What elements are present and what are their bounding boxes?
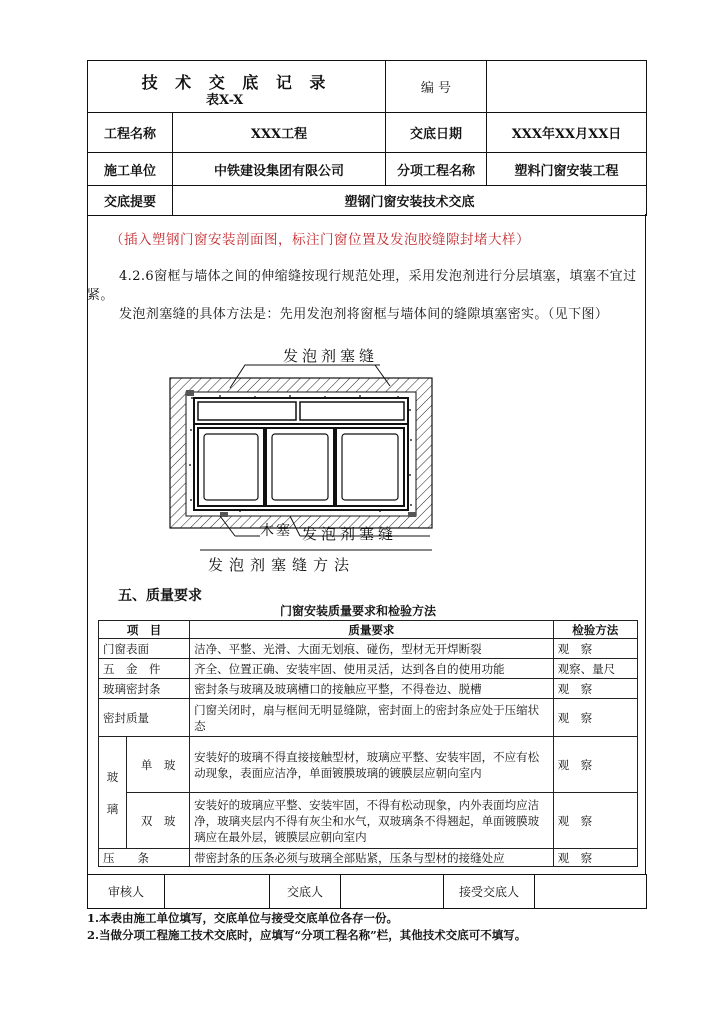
- footnote-2: 2.当做分项工程施工技术交底时，应填写“分项工程名称”栏，其他技术交底可不填写。: [87, 928, 527, 942]
- row-req: 安装好的玻璃不得直接接触型材，玻璃应平整、安装牢固，不应有松动现象，表面应洁净，单面镀膜玻璃的镀膜层应朝向室内: [190, 737, 553, 793]
- row-method: 观 察: [553, 679, 637, 699]
- reviewer-label: 审核人: [88, 875, 165, 909]
- row-method: 观察、量尺: [553, 659, 637, 679]
- foam-sealing-diagram: [160, 340, 460, 580]
- subproject-label: 分项工程名称: [386, 153, 487, 186]
- table-row: [99, 737, 638, 793]
- row-method: 观 察: [553, 849, 637, 867]
- row-req: 安装好的玻璃应平整、安装牢固，不得有松动现象，内外表面均应洁净，玻璃夹层内不得有灰尘和水气，双玻璃条不得翘起，单面镀膜玻璃应在最外层，镀膜层应朝向室内: [190, 793, 553, 849]
- signoff-table: [87, 874, 647, 909]
- form-title: 技 术 交 底 记 录: [141, 73, 332, 92]
- table-row: [99, 699, 638, 737]
- table-row: [99, 639, 638, 659]
- quality-table: [98, 620, 638, 867]
- section-title: 五、质量要求: [118, 588, 202, 604]
- row-method: 观 察: [553, 793, 637, 849]
- date-value: XXX年XX月XX日: [487, 113, 647, 153]
- row-req: 洁净、平整、光滑、大面无划痕、碰伤，型材无开焊断裂: [190, 639, 553, 659]
- number-label: 编 号: [386, 61, 487, 113]
- row-item: 密封质量: [99, 699, 190, 737]
- discloser-value: [341, 875, 444, 909]
- row-req: 密封条与玻璃及玻璃槽口的接触应平整，不得卷边、脱槽: [190, 679, 553, 699]
- table-row: [99, 679, 638, 699]
- summary-value: 塑钢门窗安装技术交底: [173, 186, 647, 216]
- row-item: 玻璃密封条: [99, 679, 190, 699]
- diagram-wood-label: 木塞: [260, 523, 292, 539]
- subproject-value: 塑料门窗安装工程: [487, 153, 647, 186]
- right-border: [645, 214, 646, 874]
- row-item: 五 金 件: [99, 659, 190, 679]
- row-req: 齐全、位置正确、安装牢固、使用灵活，达到各自的使用功能: [190, 659, 553, 679]
- paragraph-1: 4.2.6窗框与墙体之间的伸缩缝按现行规范处理，采用发泡剂进行分层填塞，填塞不宜过紧。: [87, 269, 637, 303]
- row-item: 单 玻: [127, 737, 190, 793]
- diagram-foam-label: 发泡剂塞缝: [302, 525, 398, 543]
- row-method: 观 察: [553, 699, 637, 737]
- diagram-caption: 发泡剂塞缝方法: [208, 556, 356, 574]
- header-table: [87, 60, 647, 216]
- wood-plug: [186, 390, 194, 396]
- row-item: 压 条: [99, 849, 190, 867]
- transom-pane-right: [300, 402, 404, 420]
- diagram-top-label: 发泡剂塞缝: [283, 347, 379, 365]
- row-method: 观 察: [553, 639, 637, 659]
- col-item: 项 目: [99, 621, 190, 639]
- col-req: 质量要求: [190, 621, 553, 639]
- col-method: 检验方法: [553, 621, 637, 639]
- transom-pane-left: [198, 402, 296, 420]
- row-method: 观 察: [553, 737, 637, 793]
- date-label: 交底日期: [386, 113, 487, 153]
- row-req: 带密封条的压条必须与玻璃全部贴紧，压条与型材的接缝处应: [190, 849, 553, 867]
- paragraph-2: 发泡剂塞缝的具体方法是：先用发泡剂将窗框与墙体间的缝隙填塞密实。（见下图）: [119, 307, 609, 322]
- table-row: [99, 793, 638, 849]
- receiver-value: [535, 875, 647, 909]
- project-label: 工程名称: [88, 113, 173, 153]
- row-item: 双 玻: [127, 793, 190, 849]
- glass-label: 玻 璃: [99, 737, 127, 849]
- unit-value: 中铁建设集团有限公司: [173, 153, 386, 186]
- unit-label: 施工单位: [88, 153, 173, 186]
- form-title-cell: [88, 61, 386, 113]
- footnote-1: 1.本表由施工单位填写，交底单位与接受交底单位各存一份。: [87, 911, 399, 925]
- form-number: 表X-X: [206, 93, 244, 108]
- row-item: 门窗表面: [99, 639, 190, 659]
- insert-diagram-note: （插入塑钢门窗安装剖面图，标注门窗位置及发泡胶缝隙封堵大样）: [110, 232, 530, 248]
- reviewer-value: [165, 875, 270, 909]
- number-value: [487, 61, 647, 113]
- receiver-label: 接受交底人: [444, 875, 535, 909]
- table-row: [99, 849, 638, 867]
- project-value: XXX工程: [173, 113, 386, 153]
- row-req: 门窗关闭时，扇与框间无明显缝隙，密封面上的密封条应处于压缩状态: [190, 699, 553, 737]
- quality-header-row: [99, 621, 638, 639]
- table-row: [99, 659, 638, 679]
- quality-table-title: 门窗安装质量要求和检验方法: [280, 604, 437, 618]
- summary-label: 交底提要: [88, 186, 173, 216]
- discloser-label: 交底人: [270, 875, 341, 909]
